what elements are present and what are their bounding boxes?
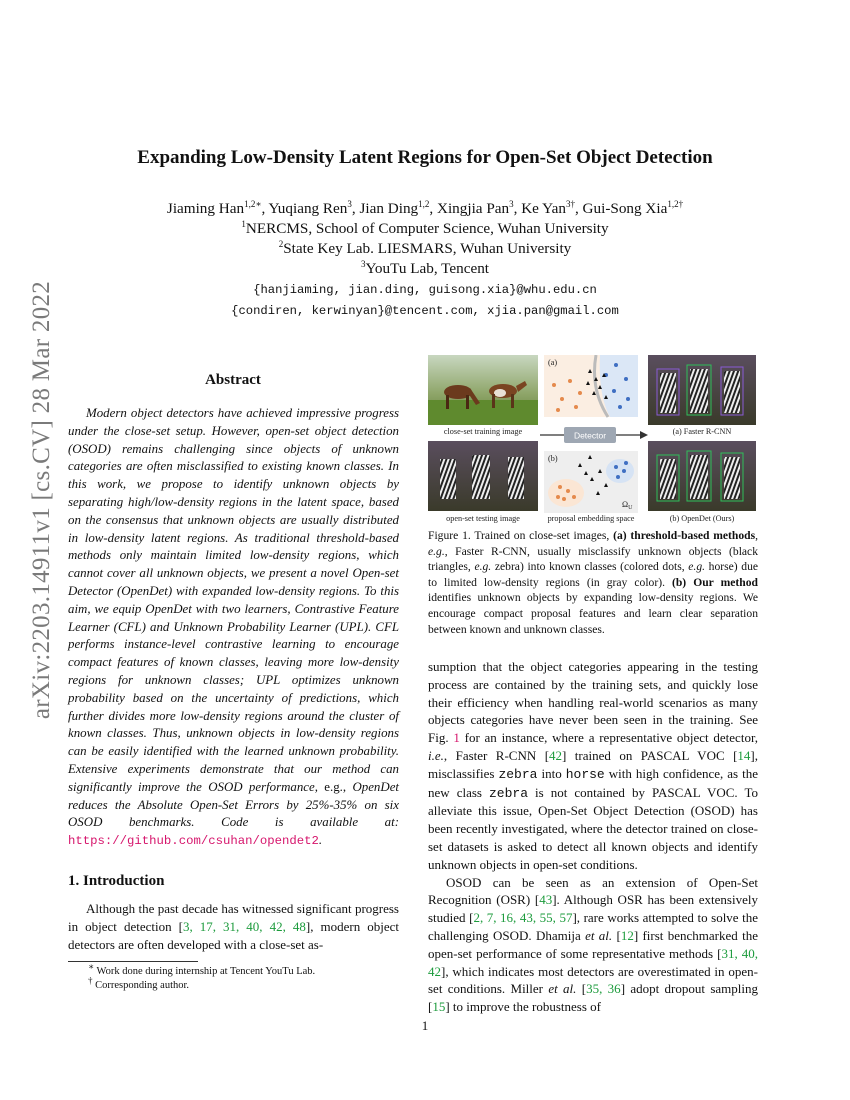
affiliation-1: $^1$NERCMS, School of Computer Science, Wuhan University bbox=[241, 218, 609, 237]
faster-rcnn-result bbox=[648, 355, 756, 425]
footnotes bbox=[68, 961, 398, 993]
embedding-label: proposal embedding space bbox=[547, 514, 635, 523]
paper-title: Expanding Low-Density Latent Regions for Open-Set Object Detection bbox=[137, 147, 713, 168]
right-column-text bbox=[428, 658, 758, 1016]
opendet-result bbox=[648, 441, 756, 511]
arxiv-sidebar bbox=[28, 280, 55, 720]
citation-link[interactable]: 15 bbox=[432, 999, 446, 1015]
faster-rcnn-label: (a) Faster R-CNN bbox=[672, 427, 732, 436]
close-set-label: close-set training image bbox=[443, 427, 523, 436]
b-label: (b) bbox=[548, 454, 558, 463]
author: Xingjia Pan bbox=[436, 200, 510, 217]
author: Jiaming Han bbox=[166, 200, 245, 217]
author: Ke Yan bbox=[521, 200, 566, 217]
citation-link[interactable]: 12 bbox=[620, 927, 634, 943]
citation-link[interactable]: 3, 17, 31, 40, 42, 48 bbox=[182, 918, 306, 934]
citation-link[interactable]: 35, 36 bbox=[586, 981, 621, 997]
affiliation-3: $^3$YouTu Lab, Tencent bbox=[360, 258, 490, 277]
author-block bbox=[0, 199, 850, 279]
citation-link[interactable]: 14 bbox=[737, 747, 751, 763]
email-block bbox=[0, 280, 850, 322]
section-heading-introduction: 1. Introduction bbox=[68, 873, 165, 889]
citation-link[interactable]: 31, 40, 42 bbox=[428, 945, 758, 979]
a-label: (a) bbox=[548, 358, 558, 367]
email-line-1: {hanjiaming, jian.ding, guisong.xia}@whu.edu.cn bbox=[253, 283, 597, 297]
author-names: Jiaming Han$^{1,2∗}$, Yuqiang Ren$^3$, Jian Ding$^{1,2}$, Xingjia Pan$^3$, Ke Yan$^{3\dagger}$, Gui-Song Xia$^{1,2\dagger}$ bbox=[166, 198, 684, 217]
footnote-2: † Corresponding author. bbox=[88, 975, 190, 991]
code-link[interactable]: https://github.com/csuhan/opendet2 bbox=[68, 834, 319, 849]
author: Jian Ding bbox=[359, 200, 419, 217]
email-line-2: {condiren, kerwinyan}@tencent.com, xjia.pan@gmail.com bbox=[231, 304, 619, 318]
intro-paragraph: Although the past decade has witnessed significant progress in object detection [3, 17, 31, 40, 42, 48], modern object detectors are often developed with a close-set as- bbox=[68, 901, 399, 952]
page-number: 1 bbox=[421, 1018, 429, 1033]
figure-1 bbox=[428, 355, 758, 527]
figure-ref-link[interactable]: 1 bbox=[453, 730, 460, 746]
abstract-body: Modern object detectors have achieved impressive progress under the close-set setup. However, open-set object detection (OSOD) remains challenging since objects of unknown categories are often misclassified to existing known classes. In this work, we propose to identify unknown objects by separating high/low-density regions in the latent space, based on the consensus that unknown objects are usually distributed in low-density latent regions. As traditional threshold-based methods only maintain limited low-density regions, which cannot cover all unknown objects, we present a novel Open-set Detector (OpenDet) with expanded low-density regions. To this aim, we equip OpenDet with two learners, Contrastive Feature Learner (CFL) and Unknown Probability Learner (UPL). CFL performs instance-level contrastive learning to encourage compact features of known classes, leaving more low-density regions for unknown classes; UPL optimizes unknown probability based on the uncertainty of predictions, which further divides more low-density regions around the cluster of known classes. Thus, unknown objects in low-density regions can be easily identified with the learned unknown probability. Extensive experiments demonstrate that our method can significantly improve the OSOD performance, e.g., OpenDet reduces the Absolute Open-Set Errors by 25%-35% on six OSOD benchmarks. Code is available at: https://github.com/csuhan/opendet2. bbox=[68, 406, 399, 849]
horse-image bbox=[428, 355, 538, 425]
citation-link[interactable]: 2, 7, 16, 43, 55, 57 bbox=[473, 910, 573, 926]
author: Gui-Song Xia bbox=[582, 200, 668, 217]
citation-link[interactable]: 43 bbox=[539, 892, 553, 908]
paragraph: OSOD can be seen as an extension of Open-Set Recognition (OSR) [43]. Although OSR has been extensively studied [2, 7, 16, 43, 55, 57], rare works attempted to solve the challenging OSOD. Dhamija et al. [12] first benchmarked the open-set performance of some representative methods [31, 40, 42], which indicates most detectors are overestimated in open-set conditions. Miller et al. [35, 36] adopt dropout sampling [15] to improve the robustness of bbox=[428, 874, 759, 1015]
paragraph: sumption that the object categories appearing in the testing process are contained by the training sets, and quickly lose their efficiency when handling real-world scenarios as many objects categories have never been seen in the training. See Fig. 1 for an instance, where a representative object detector, i.e., Faster R-CNN [42] trained on PASCAL VOC [14], misclassifies zebra into horse with high confidence, as the new class zebra is not contained by PASCAL VOC. To alleviate this issue, Open-Set Object Detection (OSOD) has been recently investigated, where the detector trained on close-set datasets is asked to detect all known objects and identify unknown objects in open-set conditions. bbox=[428, 659, 758, 872]
embedding-space-b bbox=[544, 451, 638, 513]
abstract-heading: Abstract bbox=[205, 372, 261, 388]
author: Yuqiang Ren bbox=[268, 200, 348, 217]
detector-label: Detector bbox=[573, 430, 607, 441]
zebra-image bbox=[428, 441, 538, 511]
affiliation-2: $^2$State Key Lab. LIESMARS, Wuhan University bbox=[278, 238, 572, 257]
arxiv-id: arXiv:2203.14911v1 [cs.CV] 28 Mar 2022 bbox=[28, 280, 55, 720]
opendet-label: (b) OpenDet (Ours) bbox=[669, 514, 735, 523]
citation-link[interactable]: 42 bbox=[549, 747, 563, 763]
embedding-space-a bbox=[544, 355, 638, 417]
omega-label: $\Omega_U$ bbox=[622, 500, 633, 511]
figure-1-graphic bbox=[428, 355, 758, 527]
figure-1-caption: Figure 1. Trained on close-set images, (a) threshold-based methods, e.g., Faster R-CNN, usually misclassify unknown objects (black triangles, e.g. zebra) into known classes (colored dots, e.g. horse) due to limited low-density regions (in gray color). (b) Our method identifies unknown objects by expanding low-density regions. We encourage compact proposal features and learn clear separation between known and unknown classes. bbox=[428, 529, 759, 636]
footnote-1: ∗ Work done during internship at Tencent YouTu Lab. bbox=[88, 961, 316, 977]
open-set-label: open-set testing image bbox=[446, 514, 520, 523]
